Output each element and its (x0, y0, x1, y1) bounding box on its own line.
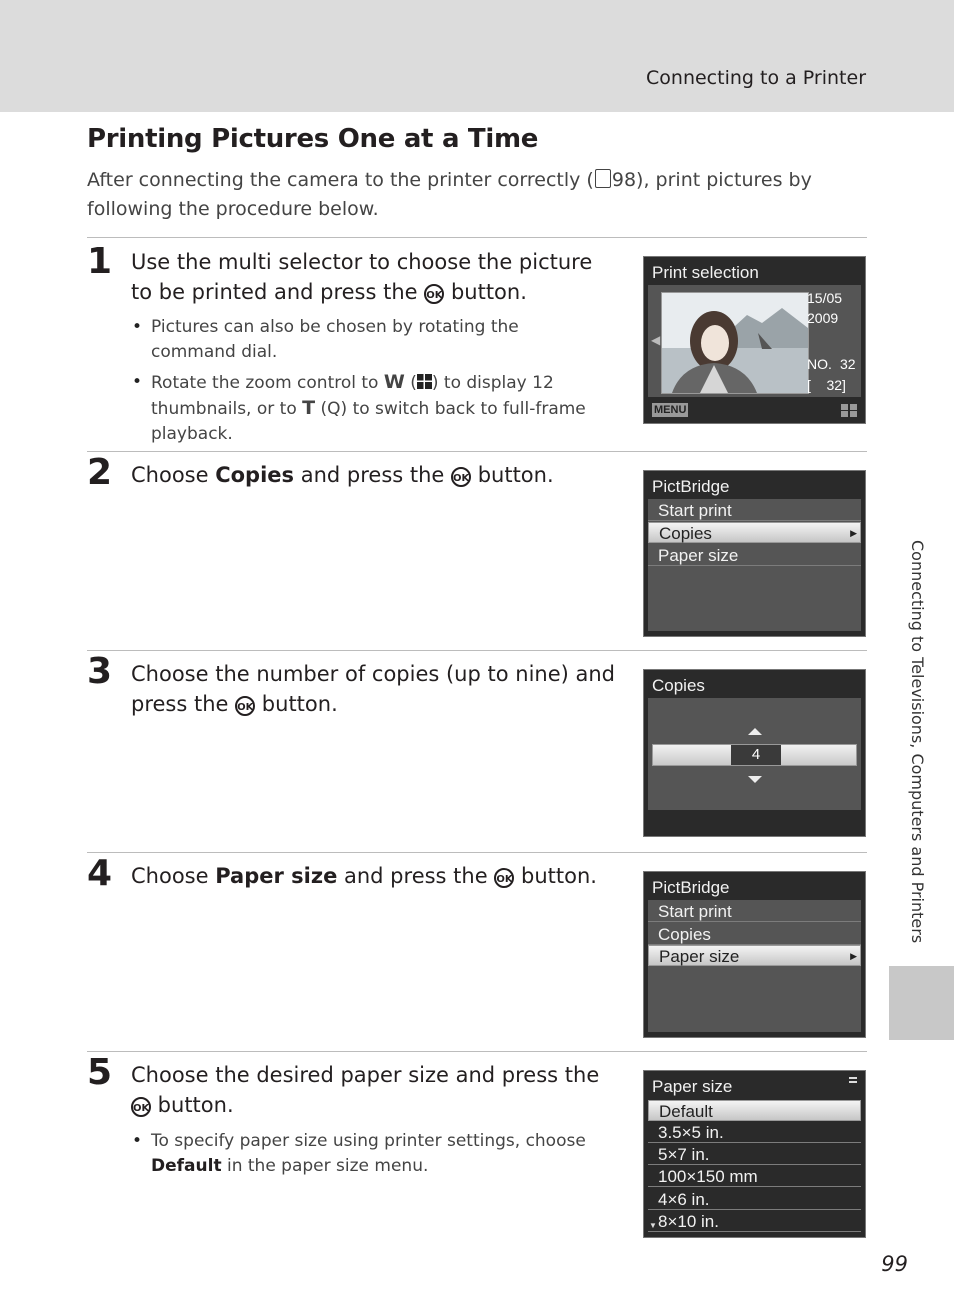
step-5-number: 5 (87, 1052, 113, 1093)
intro-text-start: After connecting the camera to the printer correctly ( (87, 169, 594, 191)
step-1-text-a: Use the multi selector to choose the picture to be printed and press the (131, 250, 593, 304)
menu-item-paper-size[interactable]: Paper size ▶ (648, 945, 861, 966)
step-1-text-b: button. (444, 280, 527, 304)
step-1-number: 1 (87, 241, 113, 282)
step-4-text: Choose Paper size and press the OK button. (131, 864, 597, 888)
default-term: Default (151, 1156, 222, 1176)
menu-icon: MENU (654, 404, 687, 416)
ok-button-icon: OK (131, 1097, 151, 1117)
intro-text-end: ), print pictures by following the procedure below. (87, 169, 812, 220)
paper-size-term: Paper size (215, 864, 338, 888)
ok-button-icon: OK (494, 868, 514, 888)
chapter-side-label: Connecting to Televisions, Computers and Printers (908, 540, 927, 944)
paper-size-option[interactable]: 4×6 in. (648, 1189, 861, 1210)
step-2-text: Choose Copies and press the OK button. (131, 463, 554, 487)
divider (87, 237, 867, 238)
copies-selector[interactable] (652, 744, 857, 766)
screen-title: PictBridge (652, 477, 730, 496)
chapter-tab (889, 966, 954, 1040)
divider (87, 1051, 867, 1052)
screen-title: Paper size (652, 1077, 733, 1096)
step-1-bullets (131, 315, 601, 452)
copies-term: Copies (215, 463, 295, 487)
submenu-arrow-icon: ▶ (850, 951, 857, 961)
zoom-t-icon: T (302, 397, 316, 419)
menu-item-paper-size[interactable]: Paper size (648, 545, 861, 566)
pictbridge-menu-screen (643, 871, 866, 1038)
divider (87, 650, 867, 651)
paper-size-screen (643, 1070, 866, 1238)
step-3-number: 3 (87, 651, 113, 692)
print-selection-screen (643, 256, 866, 424)
step-2-number: 2 (87, 452, 113, 493)
thumbnail-icon (417, 374, 432, 389)
copies-value: 4 (731, 745, 781, 765)
intro-paragraph (87, 166, 847, 224)
ok-button-icon: OK (235, 696, 255, 716)
scroll-down-icon: ▼ (649, 1221, 657, 1230)
step-5-text: Choose the desired paper size and press the OK button. (131, 1063, 600, 1117)
playback-zoom-icon: Q (327, 399, 341, 419)
step-4-number: 4 (87, 853, 113, 894)
divider (87, 451, 867, 452)
zoom-w-icon: W (383, 371, 405, 393)
left-arrow-icon: ◀ (651, 333, 661, 347)
scroll-indicator-icon (849, 1077, 857, 1083)
step-3-text: Choose the number of copies (up to nine) and press the OK button. (131, 662, 616, 716)
ok-button-icon: OK (451, 467, 471, 487)
screen-title: Print selection (652, 263, 759, 282)
bullet-item: • Pictures can also be chosen by rotating the command dial. (131, 315, 601, 365)
pictbridge-menu-screen (643, 470, 866, 637)
picture-number-label: NO. (807, 356, 832, 372)
divider (87, 852, 867, 853)
screen-title: PictBridge (652, 878, 730, 897)
page-number: 99 (881, 1252, 908, 1276)
picture-number: 32 (840, 356, 856, 372)
menu-item-copies[interactable]: Copies ▶ (648, 522, 861, 543)
menu-item-start-print[interactable]: Start print (648, 500, 861, 521)
intro-page-ref: 98 (611, 169, 637, 191)
picture-preview (661, 292, 809, 394)
bullet-item: • Rotate the zoom control to W ( ) to display 12 thumbnails, or to T (Q) to switch back to full-frame playback. (131, 370, 601, 447)
paper-size-option[interactable]: Default (648, 1100, 861, 1121)
step-1-text (131, 247, 616, 307)
picture-year: 2009 (807, 310, 839, 326)
page-title: Printing Pictures One at a Time (87, 124, 539, 154)
thumbnail-grid-icon (841, 404, 857, 417)
manual-reference-icon (595, 169, 611, 188)
step-5-bullets (131, 1129, 601, 1184)
paper-size-option[interactable]: 8×10 in. (648, 1211, 861, 1232)
increase-arrow-icon[interactable] (748, 728, 762, 735)
paper-size-option[interactable]: 3.5×5 in. (648, 1122, 861, 1143)
decrease-arrow-icon[interactable] (748, 776, 762, 783)
ok-button-icon: OK (424, 284, 444, 304)
bullet-item: • To specify paper size using printer settings, choose Default in the paper size menu. (131, 1129, 601, 1179)
header-band (0, 0, 954, 112)
paper-size-option[interactable]: 5×7 in. (648, 1144, 861, 1165)
menu-item-start-print[interactable]: Start print (648, 901, 861, 922)
submenu-arrow-icon: ▶ (850, 528, 857, 538)
screen-title: Copies (652, 676, 705, 695)
section-title: Connecting to a Printer (646, 67, 866, 89)
picture-count: [ 32] (807, 377, 846, 393)
picture-date: 15/05 (807, 290, 843, 306)
copies-screen (643, 669, 866, 837)
menu-item-copies[interactable]: Copies (648, 924, 861, 945)
paper-size-option[interactable]: 100×150 mm (648, 1166, 861, 1187)
